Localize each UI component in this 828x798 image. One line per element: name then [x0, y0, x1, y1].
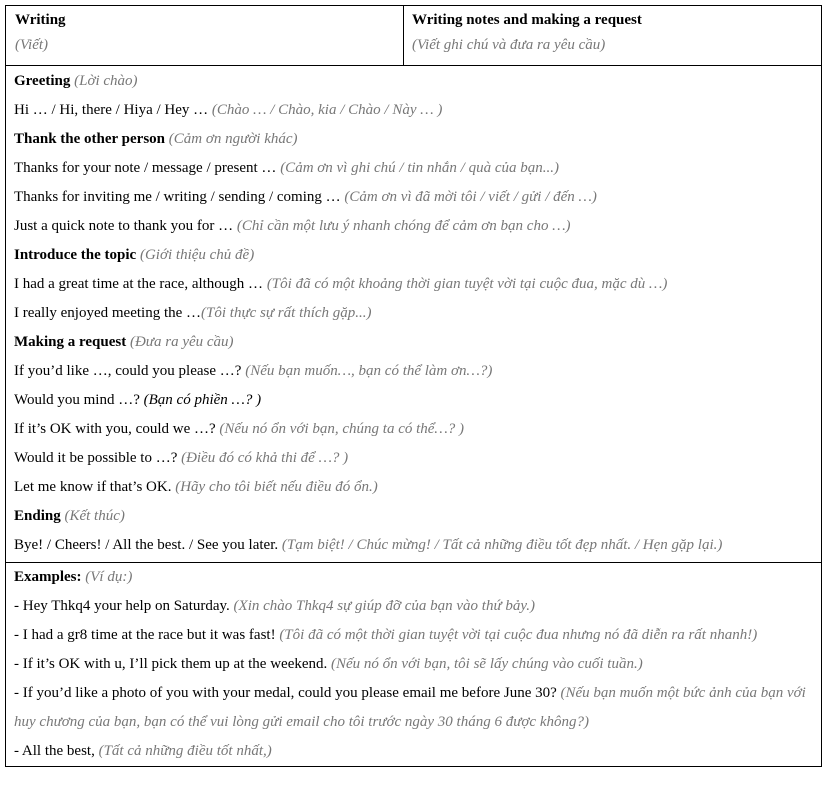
phrase-line [14, 444, 813, 473]
phrase-line [14, 386, 813, 415]
phrase-en: I had a great time at the race, although … [14, 276, 267, 292]
header-title-writing: Writing [15, 12, 66, 28]
phrase-en: If it’s OK with you, could we …? [14, 421, 220, 437]
phrase-vi: (Cảm ơn vì ghi chú / tin nhắn / quà của bạn...) [280, 160, 559, 176]
heading-label: Examples: [14, 569, 82, 585]
heading-translation: (Cảm ơn người khác) [168, 131, 298, 147]
heading-label: Thank the other person [14, 131, 165, 147]
example-line [14, 650, 813, 679]
example-vi: (Xin chào Thkq4 sự giúp đỡ của bạn vào thứ bảy.) [233, 598, 535, 614]
header-cell-notes [404, 6, 821, 65]
example-line [14, 621, 813, 650]
example-en: - I had a gr8 time at the race but it was fast! [14, 627, 280, 643]
phrase-en: Let me know if that’s OK. [14, 479, 176, 495]
examples-section [6, 563, 821, 766]
writing-document [5, 5, 822, 767]
example-line [14, 592, 813, 621]
phrase-line [14, 299, 813, 328]
phrase-vi: (Hãy cho tôi biết nếu điều đó ổn.) [175, 479, 378, 495]
heading-translation: (Giới thiệu chủ đề) [139, 247, 255, 263]
example-en: - All the best, [14, 743, 99, 759]
phrase-vi: (Tôi thực sự rất thích gặp...) [201, 305, 372, 321]
example-vi: (Tất cả những điều tốt nhất,) [98, 743, 272, 759]
phrase-line [14, 473, 813, 502]
phrase-en: If you’d like …, could you please …? [14, 363, 246, 379]
phrase-line [14, 531, 813, 560]
section-heading-topic [14, 241, 813, 270]
heading-label: Introduce the topic [14, 247, 137, 263]
heading-translation: (Đưa ra yêu cầu) [129, 334, 234, 350]
example-vi: (Nếu bạn muốn một bức ảnh của bạn với huy chương của bạn, bạn có thể vui lòng gửi email cho tôi trước ngày 30 tháng 6 được không?) [14, 685, 806, 730]
phrase-vi: (Bạn có phiền …? ) [143, 392, 262, 408]
header-cell-writing [6, 6, 404, 65]
section-heading-thank [14, 125, 813, 154]
phrase-vi: (Nếu nó ổn với bạn, chúng ta có thể…? ) [219, 421, 465, 437]
example-en: - Hey Thkq4 your help on Saturday. [14, 598, 234, 614]
phrase-vi: (Tôi đã có một khoảng thời gian tuyệt vời tại cuộc đua, mặc dù …) [266, 276, 668, 292]
phrase-en: Would it be possible to …? [14, 450, 182, 466]
phrase-vi: (Chào … / Chào, kia / Chào / Này … ) [211, 102, 443, 118]
phrase-en: Bye! / Cheers! / All the best. / See you later. [14, 537, 282, 553]
heading-translation: (Ví dụ:) [85, 569, 133, 585]
header-row [6, 6, 821, 66]
phrase-vi: (Điều đó có khả thi để …? ) [181, 450, 349, 466]
section-heading-examples [14, 563, 813, 592]
example-line [14, 679, 813, 737]
phrase-en: Just a quick note to thank you for … [14, 218, 237, 234]
section-heading-request [14, 328, 813, 357]
phrase-line [14, 357, 813, 386]
phrase-vi: (Chỉ cần một lưu ý nhanh chóng để cảm ơn bạn cho …) [236, 218, 571, 234]
heading-label: Greeting [14, 73, 71, 89]
heading-translation: (Lời chào) [74, 73, 138, 89]
phrase-en: Hi … / Hi, there / Hiya / Hey … [14, 102, 212, 118]
header-title-notes: Writing notes and making a request [412, 12, 642, 28]
section-heading-greeting [14, 67, 813, 96]
phrase-line [14, 415, 813, 444]
example-en: - If it’s OK with u, I’ll pick them up at the weekend. [14, 656, 332, 672]
example-vi: (Nếu nó ổn với bạn, tôi sẽ lấy chúng vào cuối tuần.) [331, 656, 643, 672]
header-subtitle-writing: (Viết) [15, 37, 49, 53]
phrase-en: Thanks for inviting me / writing / sending / coming … [14, 189, 345, 205]
phrase-en: I really enjoyed meeting the … [14, 305, 202, 321]
heading-translation: (Kết thúc) [64, 508, 125, 524]
phrase-en: Would you mind …? [14, 392, 144, 408]
example-line [14, 737, 813, 766]
heading-label: Ending [14, 508, 61, 524]
phrase-line [14, 183, 813, 212]
example-en: - If you’d like a photo of you with your medal, could you please email me before June 30? [14, 685, 561, 701]
phrase-line [14, 212, 813, 241]
phrase-line [14, 270, 813, 299]
phrase-en: Thanks for your note / message / present … [14, 160, 281, 176]
phrases-section [6, 66, 821, 563]
phrase-vi: (Nếu bạn muốn…, bạn có thể làm ơn…?) [245, 363, 493, 379]
section-heading-ending [14, 502, 813, 531]
phrase-vi: (Tạm biệt! / Chúc mừng! / Tất cả những điều tốt đẹp nhất. / Hẹn gặp lại.) [281, 537, 723, 553]
heading-label: Making a request [14, 334, 127, 350]
header-subtitle-notes: (Viết ghi chú và đưa ra yêu cầu) [412, 37, 606, 53]
example-vi: (Tôi đã có một thời gian tuyệt vời tại cuộc đua nhưng nó đã diễn ra rất nhanh!) [279, 627, 758, 643]
phrase-line [14, 154, 813, 183]
phrase-vi: (Cảm ơn vì đã mời tôi / viết / gửi / đến …) [344, 189, 597, 205]
phrase-line [14, 96, 813, 125]
